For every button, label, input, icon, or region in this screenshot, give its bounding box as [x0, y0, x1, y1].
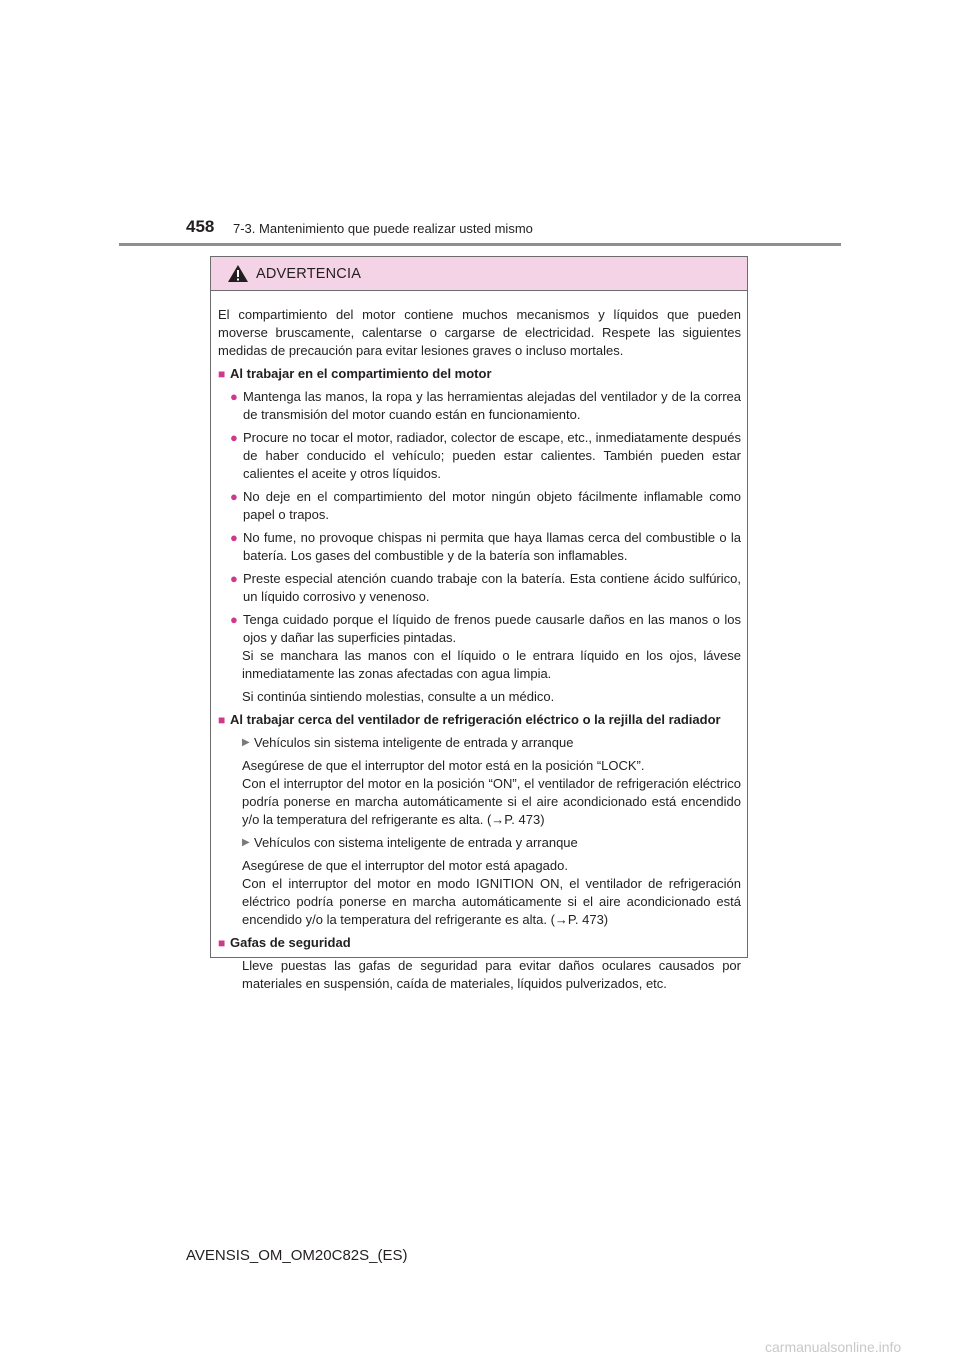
triangle-right-icon: ▶: [242, 837, 250, 848]
paragraph: Asegúrese de que el interruptor del motor está apagado.: [242, 858, 568, 873]
list-item-text: Preste especial atención cuando trabaje con la batería. Esta contiene ácido sulfúrico, un líquido corrosivo y venenoso.: [243, 571, 741, 604]
watermark: carmanualsonline.info: [765, 1339, 902, 1355]
square-bullet-icon: ■: [218, 367, 226, 381]
sub-heading: [242, 834, 741, 852]
heading-text: Al trabajar cerca del ventilador de refrigeración eléctrico o la rejilla del radiador: [230, 712, 721, 727]
circle-bullet-icon: ●: [230, 430, 238, 445]
warning-intro: El compartimiento del motor contiene muchos mecanismos y líquidos que pueden moverse bruscamente, calentarse o cargarse de electricidad. Respete las siguientes medidas de precaución para evitar lesiones graves o incluso mortales.: [218, 307, 741, 358]
circle-bullet-icon: ●: [230, 571, 238, 586]
circle-bullet-icon: ●: [230, 489, 238, 504]
document-code: AVENSIS_OM_OM20C82S_(ES): [186, 1247, 408, 1264]
section-heading: [218, 711, 741, 729]
header-rule: [119, 243, 841, 246]
warning-box: [210, 256, 748, 991]
list-item-continuation: Si se manchara las manos con el líquido o le entrara líquido en los ojos, lávese inmediatamente las zonas afectadas con agua limpia.: [242, 648, 741, 681]
sub-heading: [242, 734, 741, 752]
heading-text: Al trabajar en el compartimiento del motor: [230, 366, 492, 381]
list-item: [230, 388, 741, 424]
list-item: [230, 529, 741, 565]
list-item-text: No fume, no provoque chispas ni permita que haya llamas cerca del combustible o la batería. Los gases del combustible y de la batería son inflamables.: [243, 530, 741, 563]
list-item-text: No deje en el compartimiento del motor ningún objeto fácilmente inflamable como papel o trapos.: [243, 489, 741, 522]
paragraph: Con el interruptor del motor en modo IGNITION ON, el ventilador de refrigeración eléctrico podría ponerse en marcha automáticamente si el aire acondicionado está encendido y/o la temperatura del refrigerante es alta. (→P. 473): [242, 876, 741, 927]
section-heading: [218, 365, 741, 383]
list-item: [230, 488, 741, 524]
circle-bullet-icon: ●: [230, 389, 238, 404]
heading-text: Gafas de seguridad: [230, 935, 351, 950]
square-bullet-icon: ■: [218, 936, 226, 950]
warning-triangle-icon: [227, 264, 249, 283]
list-item-continuation: Si continúa sintiendo molestias, consulte a un médico.: [242, 689, 555, 704]
list-item: [230, 611, 741, 647]
sub-heading-text: Vehículos sin sistema inteligente de entrada y arranque: [254, 735, 574, 750]
warning-header: [211, 257, 747, 291]
list-item-text: Mantenga las manos, la ropa y las herramientas alejadas del ventilador y de la correa de transmisión del motor cuando están en funcionamiento.: [243, 389, 741, 422]
square-bullet-icon: ■: [218, 713, 226, 727]
circle-bullet-icon: ●: [230, 530, 238, 545]
list-item: [230, 429, 741, 483]
section-title: 7-3. Mantenimiento que puede realizar usted mismo: [233, 221, 533, 236]
sub-heading-text: Vehículos con sistema inteligente de entrada y arranque: [254, 835, 578, 850]
paragraph: Asegúrese de que el interruptor del motor está en la posición “LOCK”.: [242, 758, 645, 773]
warning-body: [211, 291, 747, 993]
paragraph: Con el interruptor del motor en la posición “ON”, el ventilador de refrigeración eléctrico podría ponerse en marcha automáticamente si el aire acondicionado está encendido y/o la temperatura del refrigerante es alta. (→P. 473): [242, 776, 741, 827]
triangle-right-icon: ▶: [242, 737, 250, 748]
list-item-text: Procure no tocar el motor, radiador, colector de escape, etc., inmediatamente después de haber conducido el vehículo; pueden estar calientes. También pueden estar calientes el aceite y otros líquidos.: [243, 430, 741, 481]
warning-title: ADVERTENCIA: [256, 265, 362, 282]
page-number: 458: [186, 217, 215, 236]
section-heading: [218, 934, 741, 952]
circle-bullet-icon: ●: [230, 612, 238, 627]
list-item: [230, 570, 741, 606]
paragraph: Lleve puestas las gafas de seguridad para evitar daños oculares causados por materiales en suspensión, caída de materiales, líquidos pulverizados, etc.: [242, 958, 741, 991]
list-item-text: Tenga cuidado porque el líquido de frenos puede causarle daños en las manos o los ojos y dañar las superficies pintadas.: [243, 612, 741, 645]
